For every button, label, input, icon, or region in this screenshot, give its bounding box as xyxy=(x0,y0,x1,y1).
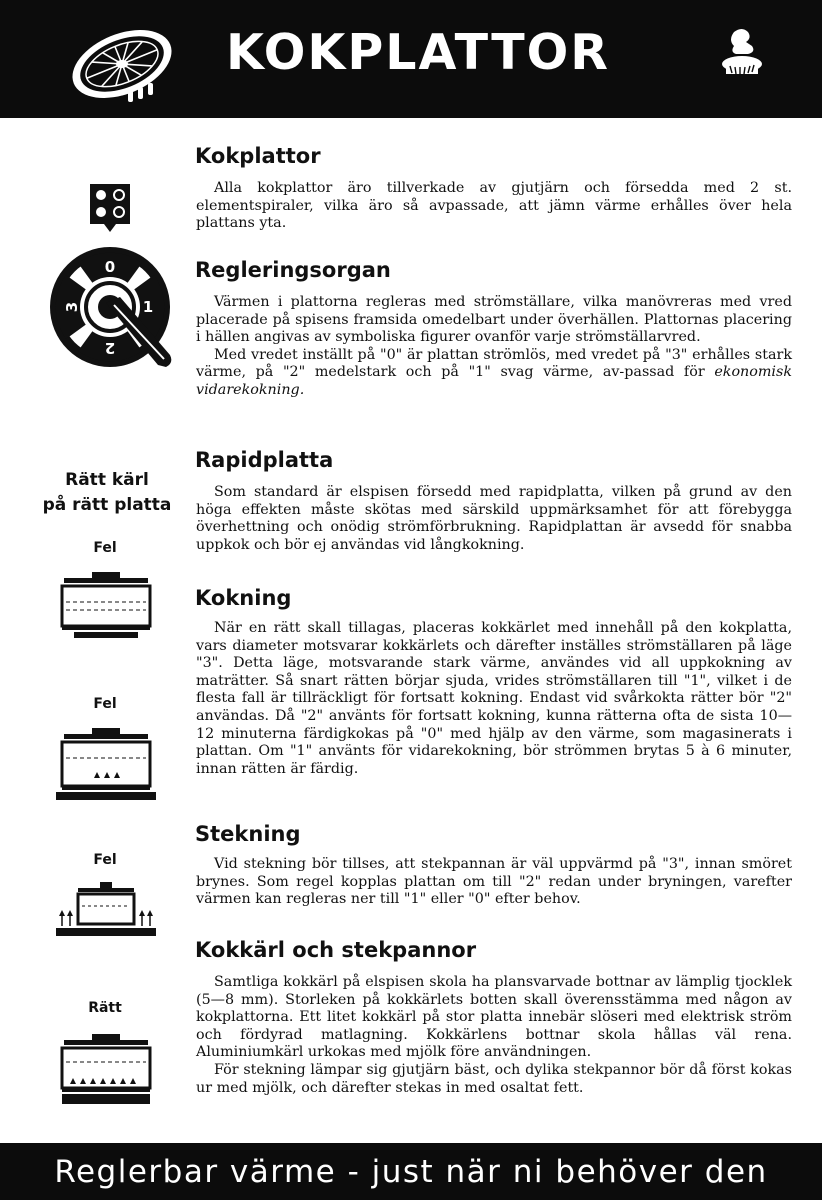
control-knob-icon xyxy=(48,245,183,380)
paragraph: När en rätt skall tillagas, placeras kokkärlet med innehåll på den kokplatta, vars diameter motsvarar kokkärlets och därefter inställes strömställaren på läge "3". Detta läge, motsvarande stark värme, användes vid all uppkokning av maträtter. Så snart rätten börjar sjuda, vrides strömställaren till "1", vilket i de flesta fall är tillräckligt för fortsatt kokning. Endast vid svårkokta rätter bör "2" användas. Då "2" använts för fortsatt kokning, kunna rätterna ofta de sista 10—12 minuterna färdigkokas på "0" med hjälp av den värme, som magasinerats i plattan. Om "1" använts för vidarekokning, bör strömmen brytas 5 à 6 minuter, innan rätten är färdig. xyxy=(196,620,792,777)
knob-label-0: 0 xyxy=(104,258,116,276)
paragraph: Som standard är elspisen försedd med rapidplatta, vilken på grund av den höga effekten måste skötas med särskild uppmärksamhet för att förebygga överhettning och onödig strömförbrukning. Rapidplattan är avsedd för snabba uppkok och bör ej användas vid långkokning. xyxy=(196,484,792,553)
pot-label-3: Fel xyxy=(93,852,117,868)
page-title: KOKPLATTOR xyxy=(226,24,611,81)
pot-label-4: Rätt xyxy=(88,1000,122,1016)
paragraph: Med vredet inställt på "0" är plattan strömlös, med vredet på "3" erhålles stark värme, på "2" medelstark och på "1" svag värme, av-passad för ekonomisk vidarekokning. xyxy=(196,346,793,398)
pot-correct-icon xyxy=(56,1030,156,1112)
footer-band xyxy=(0,1143,822,1200)
header-band xyxy=(0,0,822,118)
section-title-regleringsorgan: Regleringsorgan xyxy=(195,258,391,282)
paragraph: Alla kokplattor äro tillverkade av gjutjärn och försedda med 2 st. elementspiraler, vilka äro så avpassade, att jämn värme erhålles över hela plattans yta. xyxy=(196,180,792,232)
knob-label-3: 3 xyxy=(63,301,81,313)
paragraph: Värmen i plattorna regleras med strömställare, vilka manövreras med vred placerade på spisens framsida omedelbart under överhällen. Plattornas placering i hällen angivas av symboliska figurer ovanför varje strömställarvred. xyxy=(196,294,792,346)
pot-label-1: Fel xyxy=(93,540,117,556)
emphasis: ekonomisk vidarekokning. xyxy=(196,364,793,398)
hotplate-icon xyxy=(66,20,178,106)
paragraph: Vid stekning bör tillses, att stekpannan är väl uppvärmd på "3", innan smöret brynes. Som regel kopplas plattan om till "2" redan under bryningen, varefter värmen kan regleras ner till "1" eller "0" efter behov. xyxy=(196,856,792,908)
footer-tagline: Reglerbar värme - just när ni behöver den xyxy=(54,1154,768,1190)
paragraph: Samtliga kokkärl på elspisen skola ha plansvarvade bottnar av lämplig tjocklek (5—8 mm). Storleken på kokkärlets botten skall överensstämma med någon av kokplattorna. Ett litet kokkärl på stor platta innebär slöseri med elektrisk ström och fördyrad matlagning. Kokkärlens bottnar skola hållas väl rena. Aluminiumkärl urkokas med mjölk före användningen. xyxy=(196,974,792,1061)
sidebar-heading xyxy=(22,468,192,518)
pot-label-2: Fel xyxy=(93,696,117,712)
section-title-rapidplatta: Rapidplatta xyxy=(195,448,334,472)
section-title-kokkarl: Kokkärl och stekpannor xyxy=(195,938,477,962)
section-body-kokkarl xyxy=(196,974,792,1097)
pot-too-wide-icon xyxy=(56,568,156,644)
section-body-regleringsorgan xyxy=(196,294,792,400)
section-title-kokplattor: Kokplattor xyxy=(195,144,321,168)
section-body-kokning xyxy=(196,620,792,778)
section-body-rapidplatta xyxy=(196,484,792,554)
knob-label-1: 1 xyxy=(142,298,154,316)
pot-small-on-large-icon xyxy=(56,878,156,944)
section-body-kokplattor xyxy=(196,180,792,233)
badge-icon xyxy=(712,24,772,84)
knob-label-2: 2 xyxy=(104,339,116,357)
sidebar-heading-line2: på rätt platta xyxy=(42,495,172,515)
section-title-stekning: Stekning xyxy=(195,822,301,846)
sidebar-heading-line1: Rätt kärl xyxy=(65,470,149,490)
section-title-kokning: Kokning xyxy=(195,586,292,610)
paragraph: För stekning lämpar sig gjutjärn bäst, och dylika stekpannor bör då först kokas ur med mjölk, och därefter stekas in med osaltat fett. xyxy=(196,1061,792,1096)
pot-too-narrow-icon xyxy=(56,724,156,806)
section-body-stekning xyxy=(196,856,792,909)
burner-layout-icon xyxy=(86,180,134,236)
